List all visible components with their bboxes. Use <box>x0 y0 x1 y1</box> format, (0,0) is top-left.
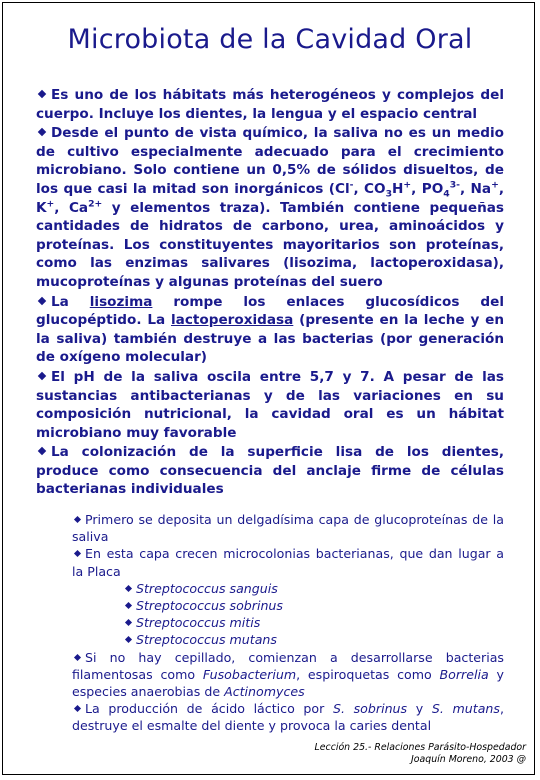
sub-bullets <box>72 511 504 735</box>
page-title: Microbiota de la Cavidad Oral <box>67 24 473 55</box>
diamond-bullet-icon <box>74 705 81 712</box>
footer-author: Joaquín Moreno, 2003 @ <box>411 754 526 765</box>
bullet-item: Desde el punto de vista químico, la saliva no es un medio de cultivo especialmente adecuado para el crecimiento microbiano. Solo contiene un 0,5% de sólidos disueltos, de los que casi la mitad son inorgánicos (Cl-, $CO_3H^+$, $PO_4^{3-}$, Na+, K+, $Ca^{2+}$ y elementos traza). También contiene pequeñas cantidades de hidratos de carbono, urea, aminoácidos y proteínas. Los constituyentes mayoritarios son proteínas, como las enzimas salivares (lisozima, lactoperoxidasa), mucoproteínas y algunas proteínas del suero <box>36 125 505 290</box>
sub-bullet-item: Primero se deposita un delgadísima capa de glucoproteínas de la saliva <box>72 512 504 545</box>
species-item: Streptococcus sobrinus <box>123 597 504 614</box>
species-item: Streptococcus sanguis <box>123 580 504 597</box>
species-item: Streptococcus mitis <box>123 614 504 631</box>
diamond-bullet-icon <box>38 372 46 380</box>
diamond-bullet-icon <box>38 128 46 136</box>
diamond-bullet-icon <box>125 602 132 609</box>
bullet-item: La colonización de la superficie lisa de los dientes, produce como consecuencia del anclaje firme de células bacterianas individuales <box>36 444 504 498</box>
diamond-bullet-icon <box>125 619 132 626</box>
bullet-item: La lisozima rompe los enlaces glucosídicos del glucopéptido. La lactoperoxidasa (presente en la leche y en la saliva) también destruye a las bacterias (por generación de oxígeno molecular) <box>36 293 505 366</box>
diamond-bullet-icon <box>38 90 46 98</box>
species-item: Streptococcus mutans <box>123 631 504 648</box>
diamond-bullet-icon <box>74 516 81 523</box>
sub-bullet-item: La producción de ácido láctico por S. sobrinus y S. mutans, destruye el esmalte del diente y provoca la caries dental <box>72 701 504 734</box>
species-list <box>123 580 504 649</box>
footer-lesson: Lección 25.- Relaciones Parásito-Hospedador <box>314 742 526 753</box>
bullet-item: El pH de la saliva oscila entre 5,7 y 7. A pesar de las sustancias antibacterianas y de las variaciones en su composición nutricional, la cavidad oral es un hábitat microbiano muy favorable <box>36 368 504 441</box>
main-bullets <box>36 86 504 500</box>
diamond-bullet-icon <box>74 550 81 557</box>
diamond-bullet-icon <box>38 296 46 304</box>
bullet-item: Es uno de los hábitats más heterogéneos y complejos del cuerpo. Incluye los dientes, la lengua y el espacio central <box>36 87 504 122</box>
diamond-bullet-icon <box>74 654 81 661</box>
diamond-bullet-icon <box>38 447 46 455</box>
diamond-bullet-icon <box>125 636 132 643</box>
sub-bullet-item: Si no hay cepillado, comienzan a desarrollarse bacterias filamentosas como Fusobacterium, espiroquetas como Borrelia y especies anaerobias de Actinomyces <box>72 649 504 700</box>
footer <box>315 742 526 766</box>
diamond-bullet-icon <box>125 585 132 592</box>
sub-bullet-item: En esta capa crecen microcolonias bacterianas, que dan lugar a la Placa <box>72 546 504 579</box>
